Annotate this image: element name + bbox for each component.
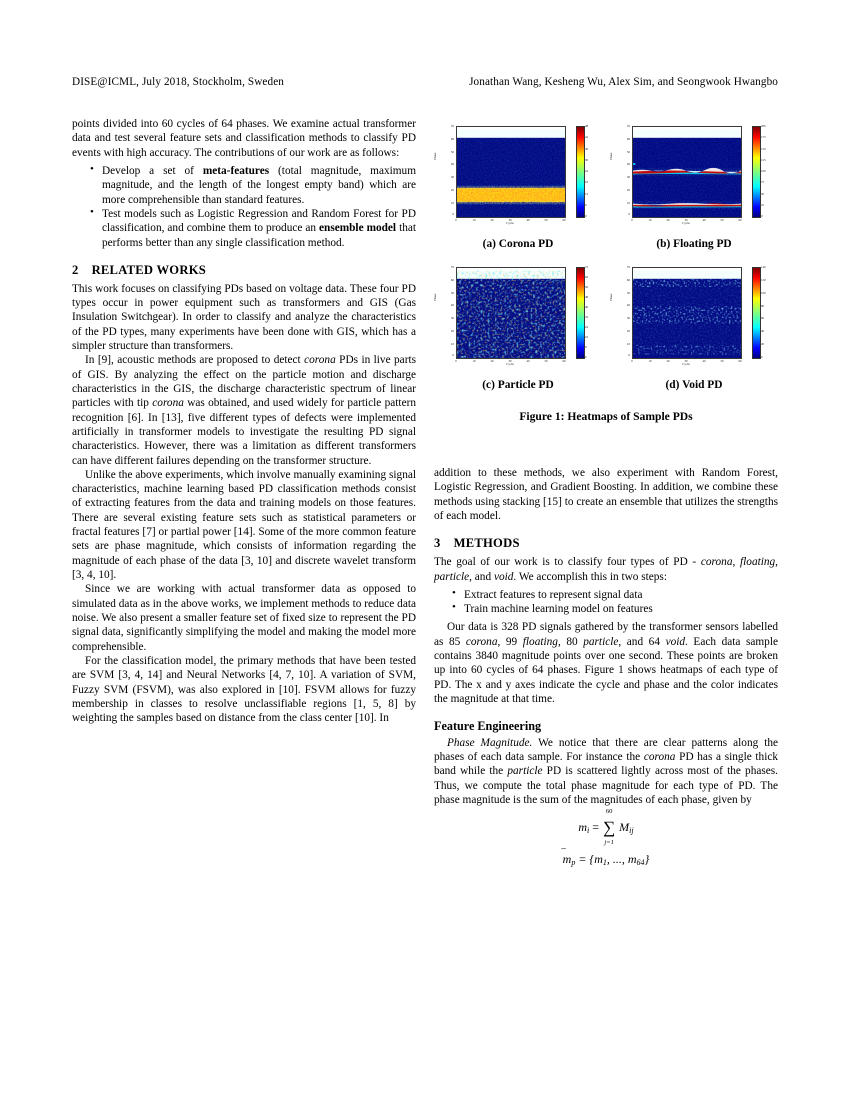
y-tick: 30 — [626, 316, 630, 321]
y-tick: 50 — [626, 149, 630, 154]
x-tick: 20 — [490, 217, 494, 222]
heatmap-pixels — [633, 268, 741, 358]
y-tick: 30 — [450, 175, 454, 180]
equation-symbol: m — [562, 851, 572, 866]
colorbar-tick: 75 — [761, 180, 765, 185]
italic-term: corona — [465, 635, 498, 648]
section-heading-methods — [434, 536, 778, 552]
text-run: , 80 — [557, 635, 584, 648]
equation-end: } — [644, 851, 650, 866]
colorbar-tick: 40 — [761, 329, 765, 334]
x-axis-label: Cycle — [682, 221, 690, 225]
text-run: PD has a single thick band while the — [434, 751, 778, 778]
equation-mid: , ..., m — [606, 851, 637, 866]
list-item: • Extract features to represent signal data — [464, 588, 778, 602]
heatmap-pixels — [457, 268, 565, 358]
running-head-venue: DISE@ICML, July 2018, Stockholm, Sweden — [72, 76, 285, 88]
equation-phase-magnitude — [578, 808, 634, 846]
text-run: PDs in live parts of GIS. By analyzing the effect on the particle motion and discharge characteristics in the GIS, the discharge characteristic spectrum of linear particles with tip — [72, 354, 416, 410]
related-works-p1: This work focuses on classifying PDs based on voltage data. These four PD types occur in power equipment such as transformers and GIS (Gas Insulation Switchgear). In order to classify and analyze the characteristics of the PD types, many experiments have been done with GIS, which has a simpler structure than transformers. — [72, 282, 416, 353]
figure-row-top — [434, 120, 778, 261]
x-axis-label: Cycle — [506, 221, 514, 225]
colorbar-tick: 6 — [585, 202, 587, 207]
text-run: . We accomplish this in two steps: — [513, 570, 667, 583]
heatmap-floating — [610, 120, 778, 233]
italic-term: corona — [152, 397, 184, 410]
y-axis-ticks — [616, 267, 630, 357]
colorbar-tick: 100 — [761, 290, 766, 295]
summation-symbol: ∑ 60 j=1 — [603, 808, 616, 846]
methods-continued-paragraph: addition to these methods, we also experiment with Random Forest, Logistic Regression, and Gradient Boosting. In addition, we combine these methods using stacking [15] to create an ensemble that utilizes the strengths of each model. — [434, 467, 778, 522]
colorbar-tick: 30 — [585, 157, 589, 162]
x-tick: 40 — [702, 358, 706, 363]
list-item — [102, 207, 416, 250]
intro-paragraph: points divided into 60 cycles of 64 phases. We examine actual transformer data and test several feature sets and classification methods to classify PD events with high accuracy. The contributions of our work are as follows: — [72, 118, 416, 159]
x-tick: 20 — [666, 217, 670, 222]
colorbar-ticks — [761, 126, 778, 216]
x-tick: 30 — [684, 217, 688, 222]
y-tick: 10 — [626, 200, 630, 205]
x-tick: 40 — [702, 217, 706, 222]
related-works-p4: Since we are working with actual transformer data as opposed to simulated data as in the above works, we implement methods to reduce data noise. We also present a smaller feature set of fixed size to represent the PD signal data, significantly simplifying the model and making the model more comprehensible. — [72, 583, 416, 653]
equation-subscript: p — [571, 857, 576, 867]
italic-term: floating — [740, 556, 776, 569]
italic-term: particle — [434, 570, 470, 583]
text-run: , — [732, 556, 741, 569]
y-tick: 20 — [450, 188, 454, 192]
panel-caption-void: (d) Void PD — [665, 379, 723, 391]
y-tick: 0 — [628, 212, 630, 216]
y-tick: 70 — [450, 124, 454, 128]
phase-magnitude-paragraph — [434, 736, 778, 808]
colorbar-tick: 25 — [761, 202, 765, 207]
colorbar-tick: 36 — [585, 146, 589, 151]
colorbar-tick: 80 — [761, 303, 765, 308]
left-column — [72, 117, 416, 725]
x-tick: 50 — [720, 358, 724, 363]
bullet-pre: Test models such as Logistic Regression and Random Forest for PD classification, and combine them to produce an — [102, 207, 416, 235]
equation-subscript: 1 — [602, 857, 607, 867]
equation-symbol-bar — [563, 852, 572, 866]
italic-term: corona — [700, 556, 733, 569]
section-title: METHODS — [453, 536, 520, 551]
plot-area — [456, 267, 566, 359]
section-number: 2 — [72, 262, 79, 277]
heatmap-pixels — [457, 127, 565, 217]
y-tick: 60 — [450, 136, 454, 141]
colorbar-tick: 60 — [761, 316, 765, 321]
y-tick: 40 — [626, 162, 630, 167]
y-tick: 0 — [452, 212, 454, 216]
bullet-post: (total magnitude, maximum magnitude, and the length of the longest empty band) which are more comprehensible than standard features. — [102, 164, 416, 206]
summation-upper-limit: 60 — [605, 808, 613, 816]
y-tick: 10 — [626, 341, 630, 346]
colorbar-tick: 0 — [585, 355, 587, 359]
equation-symbol: m — [578, 820, 588, 835]
colorbar-tick: 0 — [761, 214, 763, 218]
x-tick: 0 — [631, 217, 633, 222]
equation-subscript: i — [587, 826, 590, 836]
colorbar-tick: 16 — [585, 335, 589, 339]
y-tick: 20 — [626, 188, 630, 192]
bullet-pre: Develop a set of — [102, 164, 203, 177]
equation-subscript: 64 — [636, 857, 645, 867]
colorbar-tick: 125 — [761, 157, 766, 162]
colorbar-tick: 150 — [761, 146, 766, 151]
colorbar-tick: 42 — [585, 135, 589, 140]
x-tick: 50 — [544, 358, 548, 363]
y-tick: 40 — [450, 162, 454, 167]
panel-caption-corona: (a) Corona PD — [482, 238, 554, 250]
x-tick: 0 — [455, 358, 457, 363]
equation-phase-vector-line — [434, 851, 778, 869]
colorbar-tick: 24 — [585, 169, 589, 173]
y-tick: 10 — [450, 200, 454, 205]
text-run: was obtained, and used widely for particle pattern recognition [6]. In [13], five different types of defects were implemented artificially in transformer models to investigate the resulting PD signal characteristics. However, there was a limitation as different transformers can have different failures depending on the transformer structure. — [72, 397, 416, 467]
x-axis-label: Cycle — [682, 362, 690, 366]
italic-term: corona — [304, 354, 336, 367]
text-run: , 99 — [497, 635, 523, 648]
related-works-p3: Unlike the above experiments, which involve manually examining signal characteristics, machine learning based PD classification methods consist of extracting features from the data and training models on those features. There are several existing feature sets such as statistical parameters or fractal features [7] or partial power [14]. Some of the more common feature sets are phase magnitude, which consists of information regarding the magnitude of each phase of the data [3, 10] and discrete wavelet transform [3, 4, 10]. — [72, 468, 416, 582]
x-tick: 60 — [738, 358, 742, 363]
list-item: • Train machine learning model on features — [464, 602, 778, 616]
y-axis-label: Phase — [609, 293, 613, 301]
colorbar-tick: 50 — [761, 191, 765, 196]
y-tick: 20 — [626, 329, 630, 333]
panel-caption-floating: (b) Floating PD — [656, 238, 732, 250]
heatmap-pixels — [633, 127, 741, 217]
summation-lower-limit: j=1 — [604, 838, 614, 846]
y-tick: 20 — [450, 329, 454, 333]
methods-steps-list — [434, 588, 778, 617]
colorbar-tick: 40 — [585, 305, 589, 309]
colorbar-tick: 48 — [585, 124, 589, 128]
text-run: The goal of our work is to classify four types of PD - — [434, 556, 701, 569]
x-tick: 30 — [508, 358, 512, 363]
y-tick: 0 — [628, 353, 630, 357]
heatmap-void — [610, 261, 778, 374]
colorbar-tick: 24 — [585, 325, 589, 329]
methods-goal-paragraph — [434, 555, 778, 584]
y-tick: 30 — [450, 316, 454, 321]
x-tick: 10 — [648, 358, 652, 363]
colorbar-tick: 140 — [761, 265, 766, 269]
figure-1 — [434, 120, 778, 423]
colorbar-tick: 120 — [761, 277, 766, 282]
y-axis-label: Phase — [609, 152, 613, 160]
equation-subscript: ij — [629, 826, 634, 836]
x-tick: 30 — [508, 217, 512, 222]
y-tick: 60 — [450, 277, 454, 282]
y-axis-ticks — [616, 126, 630, 216]
figure-panel-corona — [434, 120, 602, 261]
x-tick: 40 — [526, 217, 530, 222]
colorbar-tick: 100 — [761, 169, 766, 173]
italic-term: Phase Magnitude. — [447, 736, 533, 749]
plot-area — [456, 126, 566, 218]
figure-panel-floating — [610, 120, 778, 261]
text-run: , and — [469, 570, 494, 583]
italic-term: particle — [507, 765, 543, 778]
colorbar-tick: 0 — [585, 214, 587, 218]
y-axis-label: Phase — [433, 293, 437, 301]
y-tick: 50 — [626, 290, 630, 295]
colorbar — [576, 126, 585, 218]
y-axis-label: Phase — [433, 152, 437, 160]
x-tick: 10 — [472, 217, 476, 222]
x-tick: 60 — [562, 358, 566, 363]
y-tick: 30 — [626, 175, 630, 180]
y-tick: 50 — [450, 290, 454, 295]
y-axis-ticks — [440, 267, 454, 357]
running-head — [72, 76, 778, 88]
text-run: , and 64 — [618, 635, 666, 648]
y-tick: 40 — [450, 303, 454, 308]
heatmap-particle — [434, 261, 602, 374]
equation-phase-vector — [563, 852, 650, 868]
y-tick: 70 — [450, 265, 454, 269]
y-tick: 0 — [452, 353, 454, 357]
colorbar-tick: 72 — [585, 265, 589, 269]
list-item — [102, 164, 416, 207]
methods-data-paragraph — [434, 620, 778, 706]
y-axis-ticks — [440, 126, 454, 216]
x-tick: 60 — [562, 217, 566, 222]
y-tick: 60 — [626, 136, 630, 141]
section-heading-related-works — [72, 263, 416, 279]
x-tick: 0 — [455, 217, 457, 222]
x-tick: 50 — [720, 217, 724, 222]
colorbar-ticks — [585, 126, 602, 216]
colorbar-tick: 200 — [761, 124, 766, 128]
section-number: 3 — [434, 536, 441, 551]
x-tick: 50 — [544, 217, 548, 222]
equation-rhs: = {m — [578, 851, 603, 866]
plot-area — [632, 267, 742, 359]
colorbar-tick: 175 — [761, 135, 766, 140]
running-head-authors: Jonathan Wang, Kesheng Wu, Alex Sim, and Seongwook Hwangbo — [469, 76, 778, 88]
text-run: In [9], acoustic methods are proposed to detect — [85, 354, 305, 367]
colorbar-tick: 8 — [585, 345, 587, 349]
equation-symbol: M — [619, 820, 630, 835]
bullet-bold: meta-features — [202, 164, 270, 177]
bullet-post: that performs better than any single classification method. — [102, 222, 417, 249]
italic-term: corona — [643, 751, 676, 764]
text-run: , — [775, 556, 778, 569]
plot-area — [632, 126, 742, 218]
y-tick: 70 — [626, 124, 630, 128]
italic-term: particle — [583, 635, 619, 648]
text-run: . Each data sample contains 3840 magnitude points over one second. These points are broken up into 60 cycles of 64 phases. Figure 1 shows heatmaps of each type of PD. The x and y axes indicate the cycle and phase and the color indicates the magnitude at that time. — [434, 635, 778, 706]
subsection-heading-feature-engineering: Feature Engineering — [434, 719, 542, 734]
text-run: We notice that there are clear patterns along the phases of each data sample. For instance the — [434, 736, 779, 764]
section-title: RELATED WORKS — [91, 262, 206, 277]
colorbar — [576, 267, 585, 359]
y-tick: 10 — [450, 341, 454, 346]
colorbar — [752, 267, 761, 359]
colorbar-ticks — [585, 267, 602, 357]
colorbar-tick: 0 — [761, 355, 763, 359]
colorbar-tick: 32 — [585, 315, 589, 319]
contributions-list — [72, 164, 416, 250]
y-tick: 60 — [626, 277, 630, 282]
x-tick: 10 — [648, 217, 652, 222]
y-tick: 70 — [626, 265, 630, 269]
equation-operator: = — [592, 820, 600, 835]
colorbar-tick: 64 — [585, 275, 589, 279]
x-tick: 20 — [666, 358, 670, 363]
colorbar — [752, 126, 761, 218]
x-tick: 40 — [526, 358, 530, 363]
x-tick: 10 — [472, 358, 476, 363]
x-tick: 20 — [490, 358, 494, 363]
colorbar-tick: 20 — [761, 342, 765, 347]
italic-term: floating — [522, 635, 558, 648]
figure-row-bottom — [434, 261, 778, 402]
y-tick: 50 — [450, 149, 454, 154]
bullet-bold: ensemble model — [319, 222, 397, 235]
x-tick: 0 — [631, 358, 633, 363]
text-run: PD is scattered lightly across most of the phases. Thus, we compute the total phase magnitude for each type of PD. The phase magnitude is the sum of the magnitudes of each phase, given by — [434, 765, 778, 807]
heatmap-corona — [434, 120, 602, 233]
colorbar-tick: 12 — [585, 191, 589, 196]
panel-caption-particle: (c) Particle PD — [482, 379, 554, 391]
colorbar-ticks — [761, 267, 778, 357]
italic-term: void — [665, 635, 686, 648]
colorbar-tick: 48 — [585, 295, 589, 299]
figure-caption: Figure 1: Heatmaps of Sample PDs — [519, 410, 693, 423]
colorbar-tick: 18 — [585, 180, 589, 185]
figure-panel-void — [610, 261, 778, 402]
right-column — [434, 466, 778, 869]
x-tick: 60 — [738, 217, 742, 222]
related-works-p5: For the classification model, the primary methods that have been tested are SVM [3, 4, 14] and Neural Networks [4, 7, 10]. A variation of SVM, Fuzzy SVM (FSVM), was also explored in [10]. FSVM allows for fuzzy membership in classes to resolve unclassifiable regions [1, 5, 8] by weighting the samples based on distance from the class center [10]. In — [72, 654, 416, 725]
x-axis-label: Cycle — [506, 362, 514, 366]
equation-block — [434, 808, 778, 869]
italic-term: void — [493, 570, 514, 583]
colorbar-tick: 56 — [585, 285, 589, 289]
related-works-p2 — [72, 353, 416, 468]
text-run: Our data is 328 PD signals gathered by the transformer sensors labelled as 85 — [434, 621, 778, 648]
figure-panel-particle — [434, 261, 602, 402]
y-tick: 40 — [626, 303, 630, 308]
x-tick: 30 — [684, 358, 688, 363]
